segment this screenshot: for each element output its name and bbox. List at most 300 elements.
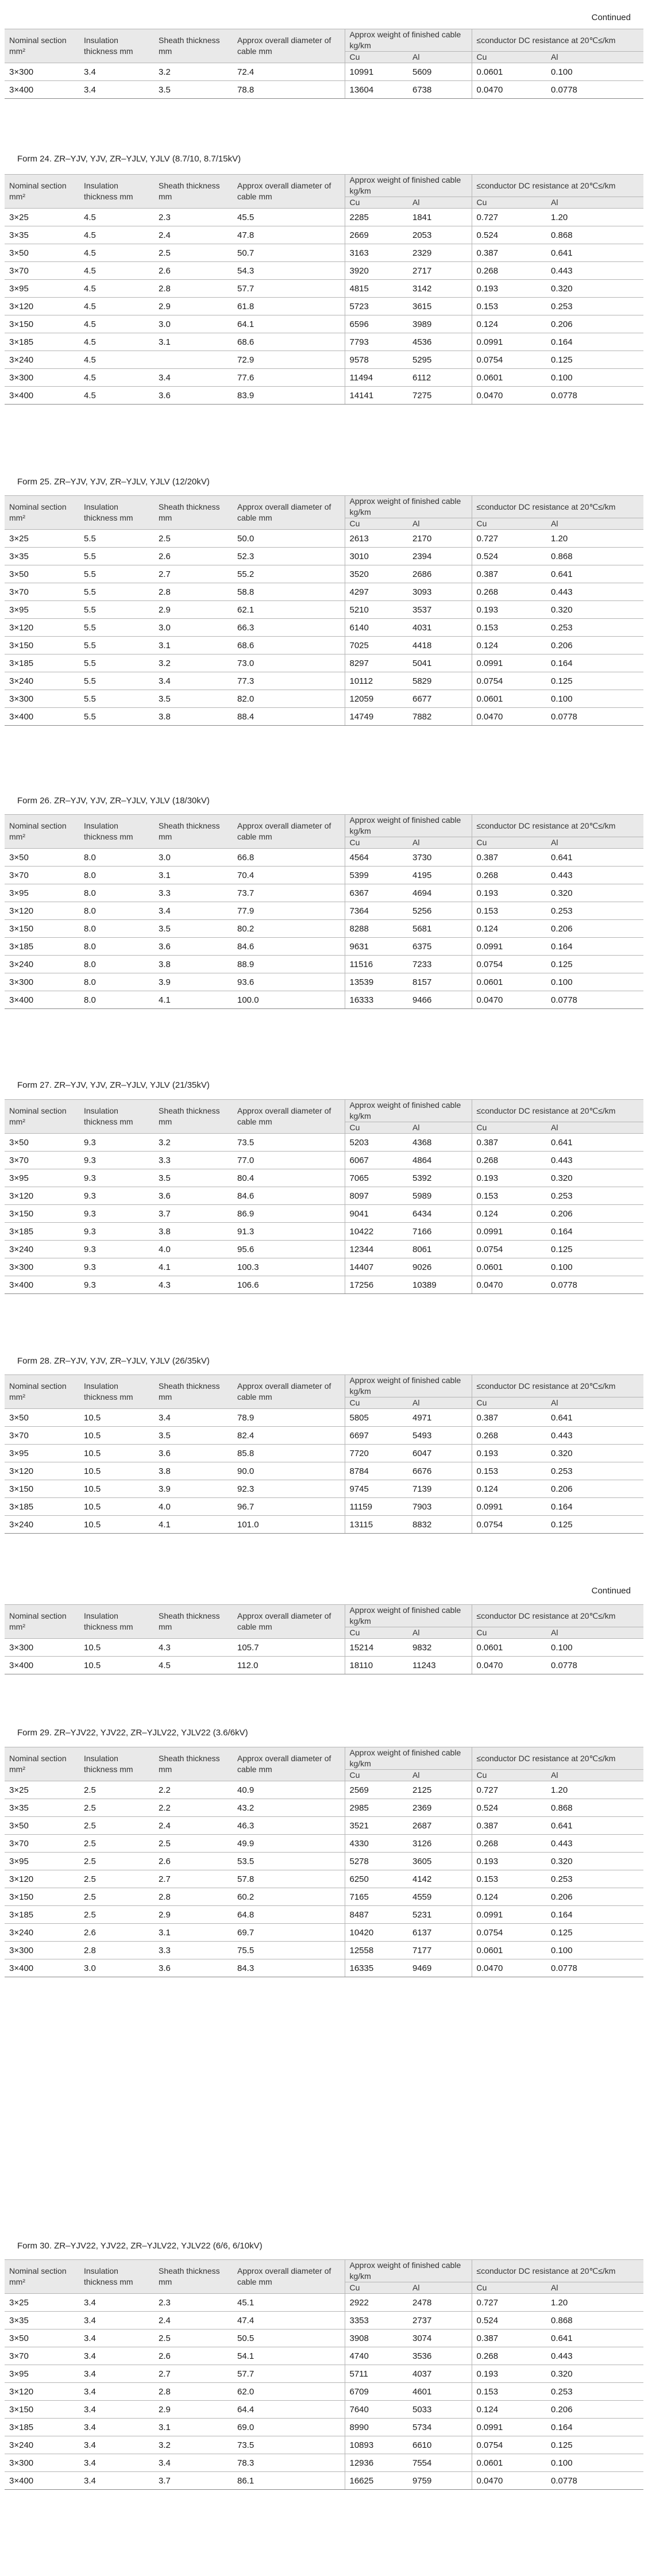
cell-insulation: 10.5 xyxy=(79,1409,154,1427)
cell-sheath: 3.3 xyxy=(154,884,233,902)
cell-weight-al: 2125 xyxy=(408,1781,472,1799)
table-row xyxy=(5,1409,643,1427)
header-sheath-thickness: Sheath thickness mm xyxy=(154,29,233,63)
cell-nominal-section: 3×300 xyxy=(5,63,79,81)
header-insulation-thickness: Insulation thickness mm xyxy=(79,1100,154,1134)
cell-resistance-al: 0.206 xyxy=(546,1205,643,1223)
cell-weight-al: 3142 xyxy=(408,280,472,298)
cell-resistance-al: 0.641 xyxy=(546,2329,643,2347)
header-resistance-cu: Cu xyxy=(472,837,546,849)
cell-resistance-cu: 0.387 xyxy=(472,244,546,262)
cell-weight-cu: 2285 xyxy=(345,209,408,226)
cell-resistance-cu: 0.0470 xyxy=(472,2472,546,2490)
cell-sheath: 3.8 xyxy=(154,956,233,973)
header-overall-diameter: Approx overall diameter of cable mm xyxy=(233,496,345,530)
cell-diameter: 92.3 xyxy=(233,1480,345,1498)
header-resistance-cu: Cu xyxy=(472,1122,546,1134)
cell-resistance-cu: 0.153 xyxy=(472,619,546,637)
table-row xyxy=(5,2383,643,2401)
cell-resistance-cu: 0.0991 xyxy=(472,654,546,672)
cell-insulation: 3.4 xyxy=(79,2383,154,2401)
cell-weight-cu: 9578 xyxy=(345,351,408,369)
cell-resistance-al: 0.206 xyxy=(546,637,643,654)
cell-resistance-al: 0.206 xyxy=(546,2401,643,2419)
cell-resistance-al: 0.320 xyxy=(546,884,643,902)
cell-weight-al: 3126 xyxy=(408,1835,472,1853)
cell-sheath: 2.5 xyxy=(154,530,233,548)
cell-weight-cu: 6140 xyxy=(345,619,408,637)
cell-weight-al: 5989 xyxy=(408,1187,472,1205)
cell-weight-al: 3605 xyxy=(408,1853,472,1870)
cell-resistance-cu: 0.124 xyxy=(472,1480,546,1498)
cell-insulation: 4.5 xyxy=(79,369,154,387)
cell-resistance-cu: 0.387 xyxy=(472,1134,546,1152)
cell-nominal-section: 3×150 xyxy=(5,1888,79,1906)
cell-resistance-cu: 0.0991 xyxy=(472,1906,546,1924)
cell-sheath: 3.4 xyxy=(154,369,233,387)
cell-nominal-section: 3×120 xyxy=(5,1462,79,1480)
cell-resistance-al: 0.100 xyxy=(546,369,643,387)
cell-sheath xyxy=(154,351,233,369)
cell-resistance-al: 0.253 xyxy=(546,1187,643,1205)
cell-diameter: 50.0 xyxy=(233,530,345,548)
cell-insulation: 9.3 xyxy=(79,1187,154,1205)
cell-weight-cu: 6709 xyxy=(345,2383,408,2401)
cell-weight-cu: 5278 xyxy=(345,1853,408,1870)
cell-nominal-section: 3×70 xyxy=(5,1835,79,1853)
cell-weight-al: 6738 xyxy=(408,81,472,99)
cell-sheath: 3.5 xyxy=(154,690,233,708)
cell-diameter: 45.1 xyxy=(233,2294,345,2312)
cell-resistance-cu: 0.124 xyxy=(472,920,546,938)
cell-weight-al: 3615 xyxy=(408,298,472,315)
cell-weight-al: 3730 xyxy=(408,849,472,867)
table-row xyxy=(5,1205,643,1223)
cell-weight-al: 8157 xyxy=(408,973,472,991)
cell-insulation: 4.5 xyxy=(79,351,154,369)
cell-weight-al: 5295 xyxy=(408,351,472,369)
cell-diameter: 69.0 xyxy=(233,2419,345,2436)
cell-resistance-cu: 0.0470 xyxy=(472,1276,546,1294)
cell-weight-al: 4601 xyxy=(408,2383,472,2401)
cell-resistance-cu: 0.268 xyxy=(472,867,546,884)
cell-weight-cu: 9041 xyxy=(345,1205,408,1223)
cell-diameter: 73.5 xyxy=(233,1134,345,1152)
cell-weight-cu: 6367 xyxy=(345,884,408,902)
cell-weight-cu: 10991 xyxy=(345,63,408,81)
cell-diameter: 72.4 xyxy=(233,63,345,81)
cell-weight-al: 5041 xyxy=(408,654,472,672)
cell-nominal-section: 3×50 xyxy=(5,1817,79,1835)
cell-resistance-cu: 0.0470 xyxy=(472,1959,546,1977)
header-dc-resistance: ≤conductor DC resistance at 20℃≤/km xyxy=(472,1100,643,1122)
cell-diameter: 57.7 xyxy=(233,2365,345,2383)
cell-diameter: 50.7 xyxy=(233,244,345,262)
table-row xyxy=(5,2472,643,2490)
cell-insulation: 8.0 xyxy=(79,991,154,1009)
cell-resistance-cu: 0.0601 xyxy=(472,2454,546,2472)
cell-weight-al: 2170 xyxy=(408,530,472,548)
cell-nominal-section: 3×185 xyxy=(5,333,79,351)
header-nominal-section: Nominal section mm² xyxy=(5,496,79,530)
cell-sheath: 4.3 xyxy=(154,1639,233,1657)
cell-insulation: 4.5 xyxy=(79,226,154,244)
cell-resistance-al: 0.253 xyxy=(546,902,643,920)
cell-weight-cu: 3520 xyxy=(345,565,408,583)
cell-weight-cu: 2985 xyxy=(345,1799,408,1817)
cell-insulation: 2.5 xyxy=(79,1870,154,1888)
cell-insulation: 8.0 xyxy=(79,920,154,938)
cell-diameter: 70.4 xyxy=(233,867,345,884)
cell-resistance-cu: 0.0601 xyxy=(472,973,546,991)
cell-insulation: 2.5 xyxy=(79,1906,154,1924)
header-weight-cu: Cu xyxy=(345,1122,408,1134)
cell-weight-al: 7177 xyxy=(408,1942,472,1959)
cell-weight-al: 7554 xyxy=(408,2454,472,2472)
cell-weight-cu: 12059 xyxy=(345,690,408,708)
cell-diameter: 84.3 xyxy=(233,1959,345,1977)
cell-resistance-al: 0.641 xyxy=(546,1134,643,1152)
cell-resistance-cu: 0.193 xyxy=(472,1445,546,1462)
cell-weight-cu: 10112 xyxy=(345,672,408,690)
header-resistance-al: Al xyxy=(546,518,643,530)
header-insulation-thickness: Insulation thickness mm xyxy=(79,1605,154,1639)
header-weight-cu: Cu xyxy=(345,197,408,209)
cell-nominal-section: 3×95 xyxy=(5,1445,79,1462)
cell-weight-cu: 6250 xyxy=(345,1870,408,1888)
cell-resistance-cu: 0.193 xyxy=(472,884,546,902)
table-row xyxy=(5,583,643,601)
cell-resistance-cu: 0.268 xyxy=(472,583,546,601)
cell-insulation: 4.5 xyxy=(79,315,154,333)
cell-resistance-cu: 0.524 xyxy=(472,226,546,244)
cell-diameter: 69.7 xyxy=(233,1924,345,1942)
cell-resistance-al: 0.0778 xyxy=(546,708,643,726)
cell-resistance-cu: 0.268 xyxy=(472,262,546,280)
header-insulation-thickness: Insulation thickness mm xyxy=(79,496,154,530)
cell-insulation: 3.4 xyxy=(79,2419,154,2436)
cell-diameter: 73.7 xyxy=(233,884,345,902)
cell-weight-cu: 5210 xyxy=(345,601,408,619)
cell-weight-al: 5493 xyxy=(408,1427,472,1445)
cell-diameter: 43.2 xyxy=(233,1799,345,1817)
cell-resistance-al: 0.320 xyxy=(546,2365,643,2383)
cell-resistance-cu: 0.0470 xyxy=(472,81,546,99)
cell-resistance-al: 0.164 xyxy=(546,1498,643,1516)
header-nominal-section: Nominal section mm² xyxy=(5,2260,79,2294)
cell-weight-cu: 9631 xyxy=(345,938,408,956)
cell-nominal-section: 3×25 xyxy=(5,2294,79,2312)
cell-weight-cu: 14141 xyxy=(345,387,408,405)
table-row xyxy=(5,2365,643,2383)
cell-nominal-section: 3×95 xyxy=(5,601,79,619)
cell-sheath: 3.7 xyxy=(154,2472,233,2490)
table-row xyxy=(5,2347,643,2365)
cell-insulation: 4.5 xyxy=(79,280,154,298)
table-row xyxy=(5,565,643,583)
cell-weight-al: 9759 xyxy=(408,2472,472,2490)
cell-resistance-cu: 0.0601 xyxy=(472,1942,546,1959)
cell-nominal-section: 3×400 xyxy=(5,387,79,405)
cell-nominal-section: 3×400 xyxy=(5,1276,79,1294)
cell-resistance-al: 0.164 xyxy=(546,333,643,351)
cell-diameter: 80.2 xyxy=(233,920,345,938)
table-row xyxy=(5,369,643,387)
cell-diameter: 88.9 xyxy=(233,956,345,973)
cell-resistance-al: 0.164 xyxy=(546,938,643,956)
cell-weight-cu: 3353 xyxy=(345,2312,408,2329)
cell-weight-cu: 6596 xyxy=(345,315,408,333)
cell-resistance-cu: 0.0601 xyxy=(472,369,546,387)
cell-resistance-cu: 0.193 xyxy=(472,601,546,619)
table-row xyxy=(5,226,643,244)
cell-resistance-al: 0.0778 xyxy=(546,81,643,99)
cell-resistance-al: 0.125 xyxy=(546,1924,643,1942)
cell-weight-cu: 13115 xyxy=(345,1516,408,1534)
cell-weight-al: 6112 xyxy=(408,369,472,387)
form-30-title: Form 30. ZR–YJV22, YJV22, ZR–YJLV22, YJLV22 (6/6, 6/10kV) xyxy=(17,2241,263,2251)
cell-diameter: 78.8 xyxy=(233,81,345,99)
cell-weight-cu: 10420 xyxy=(345,1924,408,1942)
cell-diameter: 54.3 xyxy=(233,262,345,280)
cell-nominal-section: 3×300 xyxy=(5,369,79,387)
cell-resistance-al: 0.253 xyxy=(546,298,643,315)
cell-insulation: 5.5 xyxy=(79,583,154,601)
cell-sheath: 3.2 xyxy=(154,654,233,672)
cell-resistance-cu: 0.0991 xyxy=(472,2419,546,2436)
cell-weight-cu: 8097 xyxy=(345,1187,408,1205)
cell-resistance-cu: 0.124 xyxy=(472,1205,546,1223)
cell-weight-al: 4031 xyxy=(408,619,472,637)
cell-diameter: 68.6 xyxy=(233,637,345,654)
table-row xyxy=(5,1223,643,1241)
cell-nominal-section: 3×70 xyxy=(5,583,79,601)
cell-weight-al: 7275 xyxy=(408,387,472,405)
cell-resistance-cu: 0.0991 xyxy=(472,1223,546,1241)
header-resistance-al: Al xyxy=(546,197,643,209)
cell-sheath: 3.6 xyxy=(154,1959,233,1977)
cell-insulation: 9.3 xyxy=(79,1205,154,1223)
cell-diameter: 52.3 xyxy=(233,548,345,565)
header-insulation-thickness: Insulation thickness mm xyxy=(79,29,154,63)
table-row xyxy=(5,1134,643,1152)
cell-diameter: 91.3 xyxy=(233,1223,345,1241)
cell-sheath: 2.9 xyxy=(154,2401,233,2419)
cell-sheath: 3.6 xyxy=(154,1445,233,1462)
cell-weight-cu: 16333 xyxy=(345,991,408,1009)
cell-sheath: 3.1 xyxy=(154,637,233,654)
cell-resistance-al: 0.320 xyxy=(546,1169,643,1187)
cell-weight-al: 6434 xyxy=(408,1205,472,1223)
cell-diameter: 64.1 xyxy=(233,315,345,333)
cell-sheath: 2.4 xyxy=(154,2312,233,2329)
cell-diameter: 88.4 xyxy=(233,708,345,726)
cell-diameter: 100.0 xyxy=(233,991,345,1009)
form-27-title: Form 27. ZR–YJV, YJV, ZR–YJLV, YJLV (21/35kV) xyxy=(17,1080,210,1090)
header-approx-weight: Approx weight of finished cable kg/km xyxy=(345,1605,472,1627)
cell-weight-cu: 7065 xyxy=(345,1169,408,1187)
form-28-title: Form 28. ZR–YJV, YJV, ZR–YJLV, YJLV (26/35kV) xyxy=(17,1356,210,1366)
cell-diameter: 77.6 xyxy=(233,369,345,387)
cell-resistance-al: 0.100 xyxy=(546,1258,643,1276)
cell-diameter: 78.9 xyxy=(233,1409,345,1427)
cell-weight-cu: 10422 xyxy=(345,1223,408,1241)
cell-diameter: 82.4 xyxy=(233,1427,345,1445)
cell-resistance-al: 0.125 xyxy=(546,956,643,973)
cell-weight-cu: 7640 xyxy=(345,2401,408,2419)
cell-weight-al: 5681 xyxy=(408,920,472,938)
cell-resistance-cu: 0.524 xyxy=(472,2312,546,2329)
cell-diameter: 73.0 xyxy=(233,654,345,672)
cell-resistance-cu: 0.268 xyxy=(472,2347,546,2365)
cell-insulation: 5.5 xyxy=(79,548,154,565)
cell-sheath: 4.0 xyxy=(154,1241,233,1258)
cell-resistance-al: 0.443 xyxy=(546,1427,643,1445)
table-row xyxy=(5,1258,643,1276)
header-weight-al: Al xyxy=(408,1627,472,1639)
cell-nominal-section: 3×35 xyxy=(5,548,79,565)
cell-nominal-section: 3×400 xyxy=(5,991,79,1009)
cell-insulation: 3.4 xyxy=(79,2329,154,2347)
cell-sheath: 2.6 xyxy=(154,262,233,280)
cell-sheath: 3.2 xyxy=(154,1134,233,1152)
cell-sheath: 3.8 xyxy=(154,1223,233,1241)
cell-weight-cu: 11516 xyxy=(345,956,408,973)
cell-weight-al: 7882 xyxy=(408,708,472,726)
cell-weight-al: 2329 xyxy=(408,244,472,262)
table-row xyxy=(5,654,643,672)
cell-sheath: 2.9 xyxy=(154,601,233,619)
header-approx-weight: Approx weight of finished cable kg/km xyxy=(345,1747,472,1770)
cell-sheath: 3.9 xyxy=(154,973,233,991)
header-overall-diameter: Approx overall diameter of cable mm xyxy=(233,2260,345,2294)
cell-weight-al: 6677 xyxy=(408,690,472,708)
cell-weight-cu: 13539 xyxy=(345,973,408,991)
table-row xyxy=(5,298,643,315)
cell-weight-cu: 10893 xyxy=(345,2436,408,2454)
table-row xyxy=(5,1781,643,1799)
cell-nominal-section: 3×240 xyxy=(5,1516,79,1534)
cell-weight-al: 4195 xyxy=(408,867,472,884)
cell-nominal-section: 3×185 xyxy=(5,2419,79,2436)
header-dc-resistance: ≤conductor DC resistance at 20℃≤/km xyxy=(472,1605,643,1627)
cell-nominal-section: 3×150 xyxy=(5,920,79,938)
cell-weight-al: 2369 xyxy=(408,1799,472,1817)
cell-insulation: 4.5 xyxy=(79,209,154,226)
header-insulation-thickness: Insulation thickness mm xyxy=(79,175,154,209)
cell-nominal-section: 3×95 xyxy=(5,280,79,298)
cell-resistance-al: 0.206 xyxy=(546,920,643,938)
cell-insulation: 3.4 xyxy=(79,2472,154,2490)
cell-insulation: 5.5 xyxy=(79,690,154,708)
cell-weight-cu: 4564 xyxy=(345,849,408,867)
form-29-title: Form 29. ZR–YJV22, YJV22, ZR–YJLV22, YJLV22 (3.6/6kV) xyxy=(17,1728,248,1738)
cell-sheath: 3.6 xyxy=(154,938,233,956)
cell-insulation: 8.0 xyxy=(79,938,154,956)
header-resistance-cu: Cu xyxy=(472,518,546,530)
header-sheath-thickness: Sheath thickness mm xyxy=(154,1747,233,1781)
cell-diameter: 45.5 xyxy=(233,209,345,226)
cell-weight-al: 5231 xyxy=(408,1906,472,1924)
header-weight-al: Al xyxy=(408,52,472,63)
cell-nominal-section: 3×50 xyxy=(5,1134,79,1152)
header-weight-cu: Cu xyxy=(345,52,408,63)
cell-insulation: 3.4 xyxy=(79,81,154,99)
cell-weight-al: 3093 xyxy=(408,583,472,601)
table-row xyxy=(5,1480,643,1498)
cell-diameter: 95.6 xyxy=(233,1241,345,1258)
cell-resistance-cu: 0.124 xyxy=(472,1888,546,1906)
cell-weight-cu: 7793 xyxy=(345,333,408,351)
cell-nominal-section: 3×150 xyxy=(5,2401,79,2419)
cell-weight-cu: 2669 xyxy=(345,226,408,244)
cell-weight-cu: 4740 xyxy=(345,2347,408,2365)
table-row xyxy=(5,884,643,902)
cell-resistance-cu: 0.727 xyxy=(472,1781,546,1799)
cell-weight-al: 2053 xyxy=(408,226,472,244)
header-approx-weight: Approx weight of finished cable kg/km xyxy=(345,2260,472,2282)
cell-insulation: 10.5 xyxy=(79,1427,154,1445)
cell-resistance-cu: 0.0991 xyxy=(472,333,546,351)
cell-sheath: 2.7 xyxy=(154,2365,233,2383)
cell-weight-al: 2687 xyxy=(408,1817,472,1835)
cell-diameter: 53.5 xyxy=(233,1853,345,1870)
cell-resistance-cu: 0.0754 xyxy=(472,1241,546,1258)
cell-resistance-cu: 0.0754 xyxy=(472,956,546,973)
cell-resistance-al: 0.125 xyxy=(546,1516,643,1534)
table-row xyxy=(5,2312,643,2329)
cell-resistance-al: 0.100 xyxy=(546,2454,643,2472)
cell-nominal-section: 3×300 xyxy=(5,2454,79,2472)
cell-resistance-cu: 0.153 xyxy=(472,2383,546,2401)
cell-insulation: 3.0 xyxy=(79,1959,154,1977)
cell-weight-cu: 6067 xyxy=(345,1152,408,1169)
cell-weight-al: 4418 xyxy=(408,637,472,654)
cell-diameter: 62.1 xyxy=(233,601,345,619)
cell-insulation: 10.5 xyxy=(79,1639,154,1657)
cell-resistance-al: 0.0778 xyxy=(546,2472,643,2490)
table-row xyxy=(5,548,643,565)
cell-weight-al: 3536 xyxy=(408,2347,472,2365)
cell-resistance-al: 0.868 xyxy=(546,226,643,244)
cell-weight-al: 9466 xyxy=(408,991,472,1009)
cell-insulation: 8.0 xyxy=(79,956,154,973)
cell-sheath: 4.1 xyxy=(154,1258,233,1276)
cell-resistance-cu: 0.0754 xyxy=(472,1924,546,1942)
header-sheath-thickness: Sheath thickness mm xyxy=(154,496,233,530)
cell-insulation: 2.5 xyxy=(79,1835,154,1853)
cell-resistance-cu: 0.0754 xyxy=(472,351,546,369)
header-resistance-al: Al xyxy=(546,1397,643,1409)
cell-weight-cu: 4330 xyxy=(345,1835,408,1853)
cell-nominal-section: 3×120 xyxy=(5,619,79,637)
header-weight-cu: Cu xyxy=(345,1397,408,1409)
cell-diameter: 61.8 xyxy=(233,298,345,315)
cell-resistance-al: 0.443 xyxy=(546,1835,643,1853)
cell-weight-cu: 3521 xyxy=(345,1817,408,1835)
cell-diameter: 112.0 xyxy=(233,1657,345,1674)
cell-weight-cu: 5805 xyxy=(345,1409,408,1427)
cell-nominal-section: 3×300 xyxy=(5,690,79,708)
cell-weight-cu: 5723 xyxy=(345,298,408,315)
table-row xyxy=(5,280,643,298)
cell-insulation: 2.5 xyxy=(79,1853,154,1870)
cell-sheath: 3.3 xyxy=(154,1942,233,1959)
cell-resistance-cu: 0.0601 xyxy=(472,1258,546,1276)
table-row xyxy=(5,315,643,333)
cell-resistance-al: 0.443 xyxy=(546,2347,643,2365)
cell-sheath: 2.5 xyxy=(154,2329,233,2347)
